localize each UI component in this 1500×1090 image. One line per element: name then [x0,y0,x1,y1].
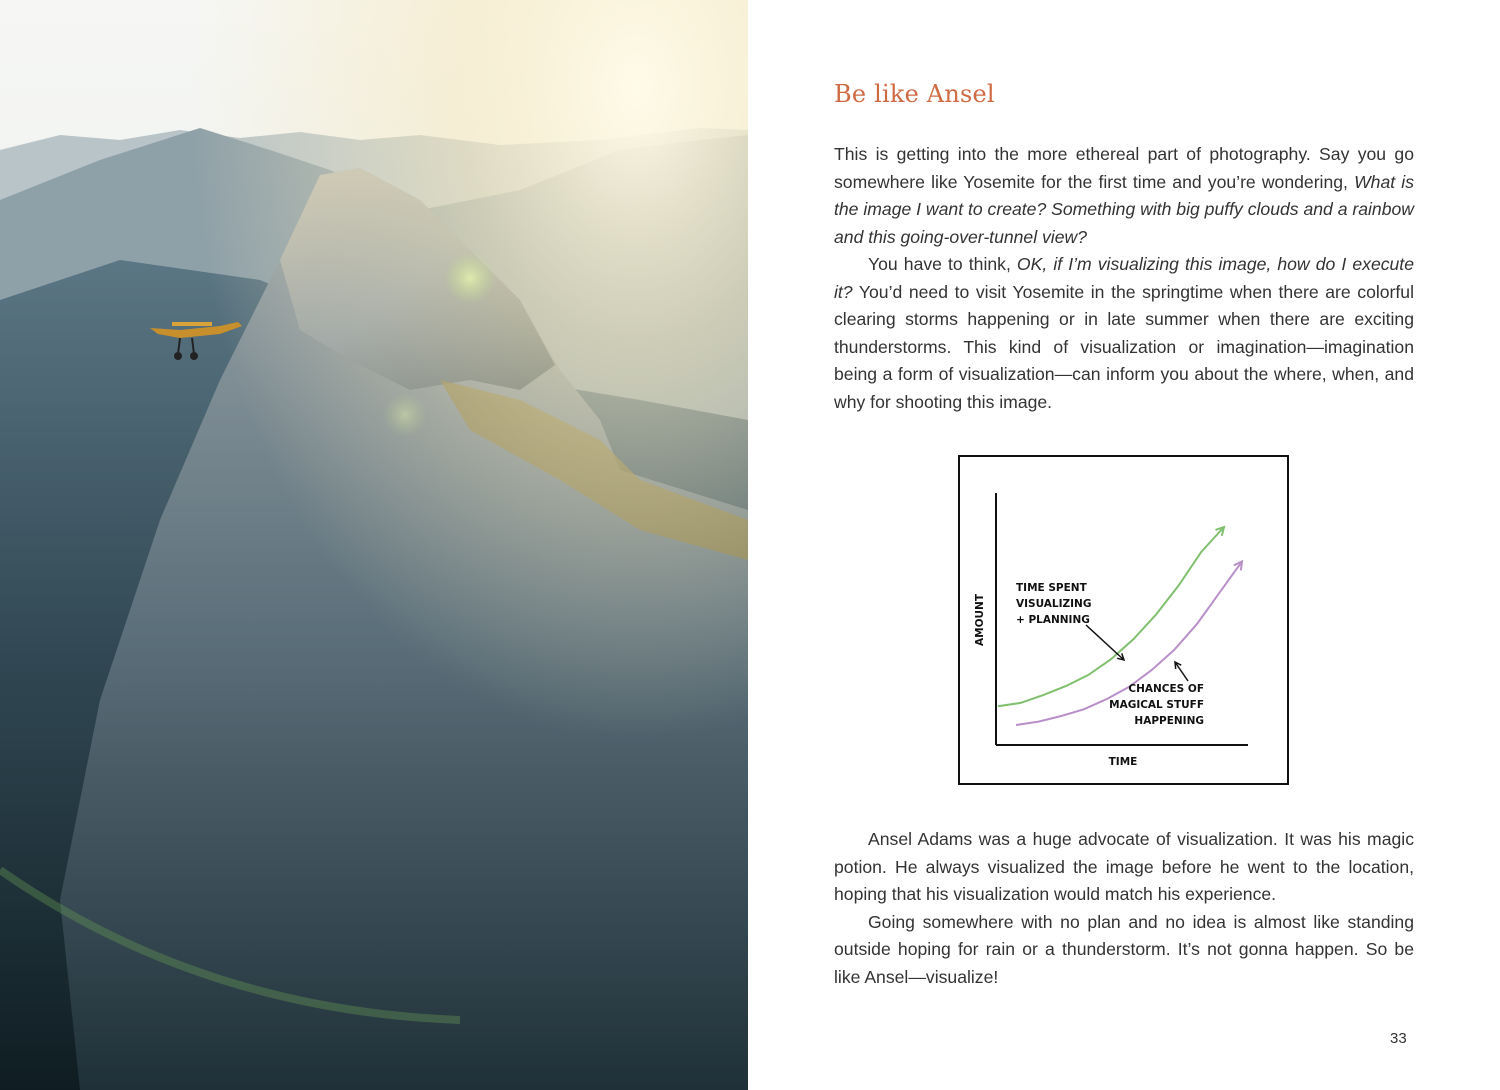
paragraph-2-rest: You’d need to visit Yosemite in the springtime when there are colorful clearing storms happening or in late summer when there are exciting thunderstorms. This kind of visualization or imagination—imagination being a form of visualization—can inform you about the where, when, and why for shooting this image. [834,281,1414,412]
y-axis-label: AMOUNT [974,594,986,646]
annotation-2-line-1: CHANCES OF [1128,683,1204,695]
paragraph-2 [834,251,1414,416]
paragraph-1-italic: What is the image I want to create? Something with big puffy clouds and a rainbow and this going-over-tunnel view? [834,171,1414,247]
half-dome-photo [0,0,748,1090]
paragraph-2-text: You have to think, [868,254,1017,274]
annotation-1-line-3: + PLANNING [1016,614,1090,626]
paragraph-1-text: This is getting into the more ethereal part of photography. Say you go somewhere like Yosemite for the first time and you’re wondering, [834,144,1414,192]
paragraph-4: Going somewhere with no plan and no idea is almost like standing outside hoping for rain or a thunderstorm. It’s not gonna happen. So be like Ansel—visualize! [834,911,1414,987]
chart-frame [959,456,1288,784]
annotation-2-line-2: MAGICAL STUFF [1109,699,1204,711]
paragraph-1 [834,141,1414,251]
annotation-1-line-1: TIME SPENT [1016,582,1087,594]
paragraph-2-italic: OK, if I’m visualizing this image, how do I execute it? [834,254,1414,302]
annotation-1-line-2: VISUALIZING [1016,598,1092,610]
chart-svg [958,455,1289,785]
visualization-chart [958,455,1289,785]
intro-text [834,141,1414,416]
section-heading: Be like Ansel [834,80,995,108]
closing-text [834,826,1414,991]
annotation-2-line-3: HAPPENING [1134,715,1204,727]
x-axis-label: TIME [1108,756,1138,768]
page-number: 33 [1390,1030,1407,1047]
photo-illustration [0,0,748,1090]
paragraph-3: Ansel Adams was a huge advocate of visualization. It was his magic potion. He always visualized the image before he went to the location, hoping that his visualization would match his experience. [834,829,1414,904]
